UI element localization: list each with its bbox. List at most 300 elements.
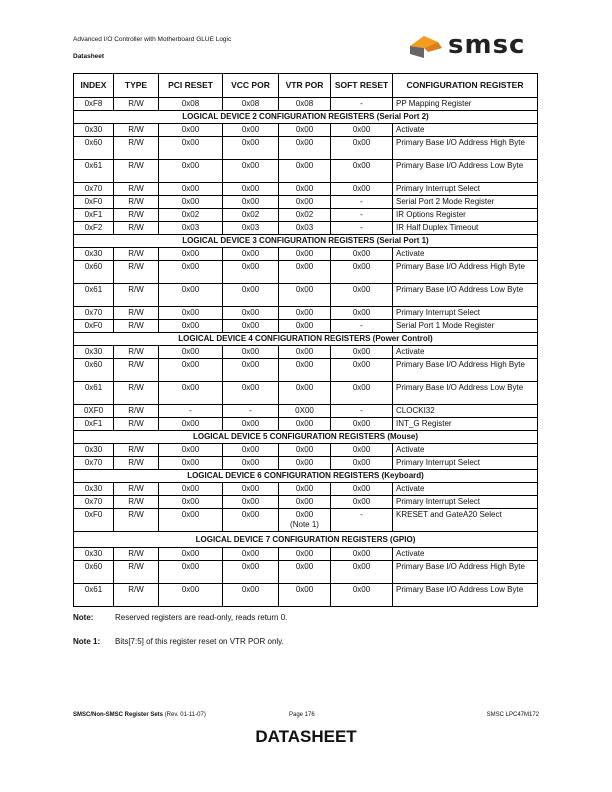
cell-value: 0x00 — [352, 308, 371, 317]
cell-type — [114, 584, 159, 607]
cell-vcc-por — [223, 209, 279, 222]
cell-value: 0x00 — [181, 347, 200, 356]
cell-value: R/W — [128, 458, 144, 467]
cell-value: R/W — [128, 161, 144, 170]
cell-soft-reset — [331, 222, 393, 235]
cell-vtr-por — [279, 346, 331, 359]
cell-value: 0x00 — [181, 445, 200, 454]
cell-type — [114, 183, 159, 196]
cell-value: 0x00 — [295, 562, 314, 571]
cell-value: PP Mapping Register — [396, 99, 472, 108]
cell-value: Serial Port 1 Mode Register — [396, 321, 495, 330]
cell-type — [114, 284, 159, 307]
cell-index — [74, 137, 114, 160]
cell-value: 0x00 — [241, 161, 260, 170]
cell-soft-reset — [331, 418, 393, 431]
cell-value: R/W — [128, 484, 144, 493]
table-row — [74, 261, 538, 284]
table-header-row — [74, 74, 538, 98]
cell-configuration-register — [393, 405, 538, 418]
cell-index — [74, 418, 114, 431]
column-header-vtr-por: VTR POR — [279, 74, 331, 98]
cell-value: R/W — [128, 138, 144, 147]
cell-value: 0x02 — [181, 210, 200, 219]
cell-value: 0x00 — [295, 383, 314, 392]
cell-vtr-por — [279, 444, 331, 457]
cell-value: 0x30 — [84, 125, 103, 134]
cell-configuration-register — [393, 196, 538, 209]
cell-value: 0x00 — [181, 419, 200, 428]
section-header-row — [74, 333, 538, 346]
cell-configuration-register — [393, 457, 538, 470]
table-row — [74, 248, 538, 261]
cell-value: - — [360, 406, 363, 415]
document-title: Advanced I/O Controller with Motherboard GLUE Logic — [73, 36, 232, 43]
cell-vcc-por — [223, 160, 279, 183]
cell-pci-reset — [159, 183, 223, 196]
cell-type — [114, 382, 159, 405]
cell-value: 0x00 — [295, 321, 314, 330]
cell-type — [114, 509, 159, 532]
cell-value: 0x00 — [241, 308, 260, 317]
cell-vtr-por — [279, 284, 331, 307]
section-title: LOGICAL DEVICE 3 CONFIGURATION REGISTERS (Serial Port 1) — [74, 235, 538, 248]
cell-value: 0x60 — [84, 562, 103, 571]
cell-index — [74, 382, 114, 405]
cell-value: 0x00 — [352, 484, 371, 493]
cell-soft-reset — [331, 284, 393, 307]
cell-index — [74, 222, 114, 235]
smsc-logo — [408, 30, 543, 60]
cell-type — [114, 98, 159, 111]
cell-value: R/W — [128, 321, 144, 330]
cell-value: 0x30 — [84, 445, 103, 454]
cell-soft-reset — [331, 261, 393, 284]
cell-value: 0x00 — [352, 285, 371, 294]
cell-configuration-register — [393, 137, 538, 160]
cell-vcc-por — [223, 457, 279, 470]
cell-vtr-por — [279, 209, 331, 222]
cell-value: 0x00 — [241, 125, 260, 134]
cell-value: 0x00 — [181, 249, 200, 258]
table-row — [74, 284, 538, 307]
cell-value: 0x00 — [181, 383, 200, 392]
cell-soft-reset — [331, 457, 393, 470]
cell-value: R/W — [128, 549, 144, 558]
cell-soft-reset — [331, 209, 393, 222]
cell-vtr-por — [279, 418, 331, 431]
cell-value: 0x61 — [84, 161, 103, 170]
cell-index — [74, 248, 114, 261]
table-row — [74, 359, 538, 382]
cell-type — [114, 496, 159, 509]
cell-value: INT_G Register — [396, 419, 452, 428]
cell-vcc-por — [223, 561, 279, 584]
table-row — [74, 124, 538, 137]
cell-configuration-register — [393, 359, 538, 382]
cell-value: R/W — [128, 249, 144, 258]
cell-vcc-por — [223, 284, 279, 307]
cell-type — [114, 346, 159, 359]
logo-wordmark: smsc — [448, 30, 526, 60]
cell-configuration-register — [393, 418, 538, 431]
note-label: Note: — [73, 613, 94, 622]
cell-value: 0x03 — [241, 223, 260, 232]
cell-value: 0x00 — [181, 138, 200, 147]
cell-value: 0x00 — [241, 497, 260, 506]
cell-index — [74, 196, 114, 209]
cell-pci-reset — [159, 307, 223, 320]
cell-value: 0x61 — [84, 585, 103, 594]
cell-soft-reset — [331, 548, 393, 561]
cell-value: 0x00 — [241, 510, 260, 519]
cell-value: 0x00 — [181, 197, 200, 206]
cell-value: 0x00 — [241, 285, 260, 294]
cell-type — [114, 548, 159, 561]
cell-pci-reset — [159, 496, 223, 509]
table-row — [74, 183, 538, 196]
cell-value: 0x08 — [295, 99, 314, 108]
cell-value: 0xF0 — [84, 510, 103, 519]
column-header-pci-reset: PCI RESET — [159, 74, 223, 98]
cell-vtr-por — [279, 183, 331, 196]
cell-value: 0x00 — [241, 549, 260, 558]
table-row — [74, 382, 538, 405]
cell-pci-reset — [159, 222, 223, 235]
cell-configuration-register — [393, 320, 538, 333]
cell-soft-reset — [331, 382, 393, 405]
cell-value: R/W — [128, 419, 144, 428]
cell-index — [74, 320, 114, 333]
cell-index — [74, 444, 114, 457]
cell-value: 0x00 — [352, 419, 371, 428]
cell-pci-reset — [159, 124, 223, 137]
cell-value: 0x00 — [181, 458, 200, 467]
cell-value: 0x00 — [241, 360, 260, 369]
section-header-row — [74, 431, 538, 444]
cell-vtr-por — [279, 124, 331, 137]
cell-configuration-register — [393, 124, 538, 137]
column-header-vcc-por: VCC POR — [223, 74, 279, 98]
cell-value: - — [249, 406, 252, 415]
cell-configuration-register — [393, 483, 538, 496]
cell-configuration-register — [393, 444, 538, 457]
cell-vtr-por — [279, 248, 331, 261]
cell-soft-reset — [331, 307, 393, 320]
cell-value: Primary Base I/O Address High Byte — [396, 360, 525, 369]
cell-value: 0x00 — [241, 562, 260, 571]
table-row — [74, 457, 538, 470]
document-subtitle: Datasheet — [73, 53, 105, 60]
section-header-row — [74, 532, 538, 548]
cell-configuration-register — [393, 284, 538, 307]
note-text: Reserved registers are read-only, reads return 0. — [115, 613, 288, 622]
cell-value: R/W — [128, 497, 144, 506]
section-header-row — [74, 470, 538, 483]
cell-pci-reset — [159, 160, 223, 183]
cell-value: 0x00 — [295, 347, 314, 356]
cell-index — [74, 584, 114, 607]
cell-value: 0x00 — [295, 308, 314, 317]
cell-vcc-por — [223, 584, 279, 607]
cell-vcc-por — [223, 248, 279, 261]
cell-vcc-por — [223, 359, 279, 382]
cell-vcc-por — [223, 548, 279, 561]
main-content — [73, 73, 538, 647]
cell-value: 0x61 — [84, 285, 103, 294]
cell-index — [74, 160, 114, 183]
cell-value: 0x00 — [295, 262, 314, 271]
section-title: LOGICAL DEVICE 7 CONFIGURATION REGISTERS (GPIO) — [74, 532, 538, 548]
cell-soft-reset — [331, 320, 393, 333]
cell-value: 0x00 — [241, 484, 260, 493]
note-1 — [73, 637, 538, 647]
cell-configuration-register — [393, 183, 538, 196]
footer-revision: (Rev. 01-11-07) — [164, 712, 206, 718]
cell-value: 0x03 — [295, 223, 314, 232]
column-header-type: TYPE — [114, 74, 159, 98]
cell-value: 0x00 — [295, 458, 314, 467]
cell-type — [114, 137, 159, 160]
cell-vcc-por — [223, 444, 279, 457]
cell-pci-reset — [159, 137, 223, 160]
cell-type — [114, 561, 159, 584]
cell-value: 0x00 — [181, 510, 200, 519]
cell-configuration-register — [393, 548, 538, 561]
cell-value: 0x00 — [352, 262, 371, 271]
cell-value: 0x00 — [352, 161, 371, 170]
table-row — [74, 509, 538, 532]
cell-value: 0xF1 — [84, 419, 103, 428]
cell-type — [114, 320, 159, 333]
cell-value: 0x00 — [295, 249, 314, 258]
table-row — [74, 196, 538, 209]
cell-soft-reset — [331, 160, 393, 183]
cell-type — [114, 248, 159, 261]
column-header-configuration-register: CONFIGURATION REGISTER — [393, 74, 538, 98]
footer-page: Page 176 — [289, 712, 315, 718]
table-row — [74, 561, 538, 584]
cell-value: 0x00 — [181, 285, 200, 294]
cell-value: 0x00 — [295, 549, 314, 558]
cell-value: 0xF2 — [84, 223, 103, 232]
cell-pci-reset — [159, 405, 223, 418]
cell-value: 0x00 — [352, 347, 371, 356]
cell-vcc-por — [223, 496, 279, 509]
cell-value: 0x00 — [352, 184, 371, 193]
cell-value: - — [360, 223, 363, 232]
table-row — [74, 496, 538, 509]
note — [73, 613, 538, 623]
cell-value: Primary Interrupt Select — [396, 497, 481, 506]
column-header-soft-reset: SOFT RESET — [331, 74, 393, 98]
cell-vtr-por — [279, 160, 331, 183]
cell-vcc-por — [223, 196, 279, 209]
table-row — [74, 346, 538, 359]
cell-value: 0x00 — [295, 184, 314, 193]
cell-index — [74, 209, 114, 222]
cell-index — [74, 98, 114, 111]
cell-soft-reset — [331, 483, 393, 496]
cell-value: 0x00 — [295, 585, 314, 594]
cell-value: Activate — [396, 249, 425, 258]
cell-pci-reset — [159, 561, 223, 584]
cell-soft-reset — [331, 346, 393, 359]
cell-configuration-register — [393, 248, 538, 261]
cell-value: 0x00 — [295, 484, 314, 493]
cell-value: 0x00 — [352, 562, 371, 571]
cell-value: - — [360, 197, 363, 206]
cell-index — [74, 346, 114, 359]
section-title: LOGICAL DEVICE 4 CONFIGURATION REGISTERS (Power Control) — [74, 333, 538, 346]
table-row — [74, 307, 538, 320]
cell-soft-reset — [331, 561, 393, 584]
cell-value: Activate — [396, 484, 425, 493]
cell-value: R/W — [128, 197, 144, 206]
cell-soft-reset — [331, 509, 393, 532]
cell-value: 0x00 — [241, 585, 260, 594]
cell-value: R/W — [128, 383, 144, 392]
cell-vcc-por — [223, 509, 279, 532]
section-header-row — [74, 235, 538, 248]
cell-value: Primary Base I/O Address Low Byte — [396, 585, 524, 594]
cell-pci-reset — [159, 196, 223, 209]
cell-value: - — [360, 99, 363, 108]
cell-vtr-por — [279, 561, 331, 584]
cell-type — [114, 261, 159, 284]
cell-value: 0xF1 — [84, 210, 103, 219]
cell-value: 0x00 — [241, 197, 260, 206]
cell-value: 0x00 — [181, 585, 200, 594]
cell-value: R/W — [128, 360, 144, 369]
cell-type — [114, 160, 159, 183]
cell-pci-reset — [159, 209, 223, 222]
cell-value: 0x70 — [84, 497, 103, 506]
cell-value: Primary Base I/O Address High Byte — [396, 262, 525, 271]
cell-value: Primary Interrupt Select — [396, 458, 481, 467]
cell-pci-reset — [159, 248, 223, 261]
cell-value: IR Half Duplex Timeout — [396, 223, 479, 232]
cell-type — [114, 307, 159, 320]
table-row — [74, 584, 538, 607]
cell-type — [114, 124, 159, 137]
cell-value: R/W — [128, 445, 144, 454]
cell-value: 0x00 — [295, 360, 314, 369]
cell-value: 0x00 — [181, 125, 200, 134]
cell-vcc-por — [223, 483, 279, 496]
cell-value: Primary Base I/O Address Low Byte — [396, 285, 524, 294]
cell-value: 0x61 — [84, 383, 103, 392]
cell-value: 0x00 — [352, 445, 371, 454]
cell-configuration-register — [393, 307, 538, 320]
cell-index — [74, 548, 114, 561]
cell-value: 0x60 — [84, 360, 103, 369]
cell-type — [114, 457, 159, 470]
cell-type — [114, 444, 159, 457]
cell-vtr-por — [279, 496, 331, 509]
table-row — [74, 160, 538, 183]
cell-index — [74, 509, 114, 532]
cell-vcc-por — [223, 98, 279, 111]
cell-vcc-por — [223, 261, 279, 284]
cell-vtr-por — [279, 261, 331, 284]
table-row — [74, 137, 538, 160]
cell-value: 0x00 — [295, 445, 314, 454]
cell-vtr-por — [279, 222, 331, 235]
cell-type — [114, 418, 159, 431]
cell-pci-reset — [159, 382, 223, 405]
cell-configuration-register — [393, 496, 538, 509]
cell-value: Primary Interrupt Select — [396, 184, 481, 193]
cell-pci-reset — [159, 359, 223, 382]
cell-index — [74, 124, 114, 137]
cell-value: 0x00 — [295, 497, 314, 506]
cell-value: 0x30 — [84, 249, 103, 258]
cell-soft-reset — [331, 444, 393, 457]
table-row — [74, 405, 538, 418]
smsc-logo-icon — [408, 34, 444, 60]
note-label: Note 1: — [73, 637, 101, 646]
cell-type — [114, 196, 159, 209]
cell-value: 0x00 — [241, 445, 260, 454]
cell-value: 0x00 — [181, 321, 200, 330]
cell-value: Serial Port 2 Mode Register — [396, 197, 495, 206]
cell-soft-reset — [331, 183, 393, 196]
cell-value: 0xF8 — [84, 99, 103, 108]
cell-type — [114, 359, 159, 382]
cell-value: 0x00 — [295, 138, 314, 147]
cell-value: 0x70 — [84, 184, 103, 193]
cell-soft-reset — [331, 359, 393, 382]
cell-vtr-por — [279, 584, 331, 607]
cell-soft-reset — [331, 196, 393, 209]
table-row — [74, 483, 538, 496]
cell-value: 0x00 — [295, 161, 314, 170]
section-header-row — [74, 111, 538, 124]
table-row — [74, 98, 538, 111]
cell-value: 0x00 — [241, 458, 260, 467]
cell-index — [74, 307, 114, 320]
cell-configuration-register — [393, 584, 538, 607]
column-header-index: INDEX — [74, 74, 114, 98]
cell-value: - — [360, 321, 363, 330]
cell-vtr-por — [279, 509, 331, 532]
cell-value: 0x00 — [181, 308, 200, 317]
cell-value: R/W — [128, 562, 144, 571]
cell-value: 0x00 — [295, 510, 314, 519]
cell-pci-reset — [159, 98, 223, 111]
cell-vtr-por — [279, 382, 331, 405]
cell-pci-reset — [159, 261, 223, 284]
cell-vcc-por — [223, 183, 279, 196]
cell-value: 0x60 — [84, 262, 103, 271]
cell-value: 0x00 — [241, 249, 260, 258]
cell-vcc-por — [223, 222, 279, 235]
cell-type — [114, 483, 159, 496]
cell-pci-reset — [159, 584, 223, 607]
cell-configuration-register — [393, 98, 538, 111]
cell-value: 0x00 — [181, 497, 200, 506]
cell-value: R/W — [128, 262, 144, 271]
cell-type — [114, 209, 159, 222]
cell-configuration-register — [393, 209, 538, 222]
cell-configuration-register — [393, 160, 538, 183]
cell-value: 0x70 — [84, 458, 103, 467]
cell-vcc-por — [223, 307, 279, 320]
cell-vtr-por — [279, 320, 331, 333]
cell-configuration-register — [393, 509, 538, 532]
cell-configuration-register — [393, 222, 538, 235]
